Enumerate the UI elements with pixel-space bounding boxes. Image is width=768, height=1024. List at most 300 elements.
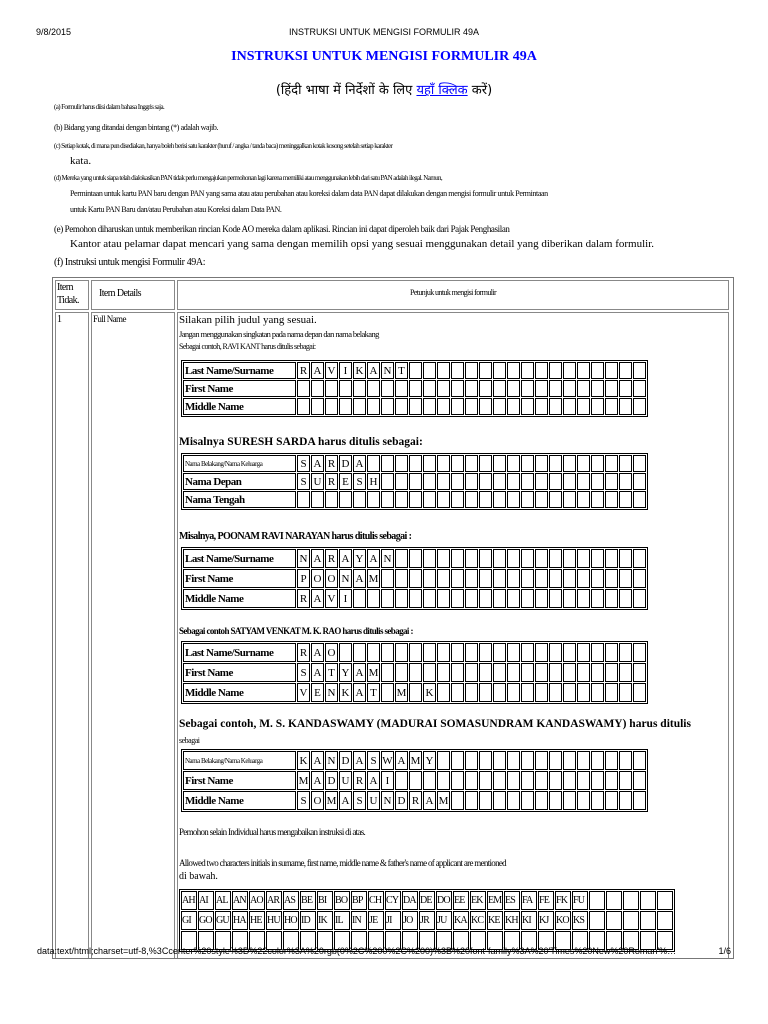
letter-box	[297, 380, 310, 397]
initials-cell: FA	[521, 891, 537, 910]
letter-box	[493, 663, 506, 682]
letter-box	[437, 473, 450, 490]
letter-box	[535, 380, 548, 397]
letter-box	[395, 549, 408, 568]
initials-cell	[640, 891, 656, 910]
letter-box: R	[297, 643, 310, 662]
grid-row	[183, 663, 646, 682]
letter-box	[507, 643, 520, 662]
letter-box	[437, 380, 450, 397]
letter-box	[381, 491, 394, 508]
letter-box: N	[339, 569, 352, 588]
letter-box	[479, 569, 492, 588]
letter-box	[563, 491, 576, 508]
letter-box	[591, 771, 604, 790]
letter-box	[493, 569, 506, 588]
letter-box	[493, 791, 506, 810]
letter-box: N	[381, 362, 394, 379]
letter-box: D	[325, 771, 338, 790]
initials-cell	[640, 911, 656, 930]
letter-box	[549, 791, 562, 810]
letter-box: S	[353, 473, 366, 490]
initials-cell: KH	[504, 911, 520, 930]
page-header	[36, 27, 732, 41]
initials-cell	[606, 911, 622, 930]
letter-box	[577, 549, 590, 568]
letter-box	[549, 549, 562, 568]
letter-box	[479, 380, 492, 397]
header-item-no: Item Tidak.	[57, 282, 79, 306]
letter-box	[465, 663, 478, 682]
note-non-individual: Pemohon selain Individual harus mengabaikan instruksi di atas.	[179, 827, 366, 837]
letter-box	[381, 569, 394, 588]
letter-box	[465, 589, 478, 608]
letter-box: A	[367, 549, 380, 568]
letter-box: S	[297, 473, 310, 490]
initials-cell: HE	[249, 911, 265, 930]
grid-row-label: First Name	[183, 569, 296, 588]
letter-box	[619, 751, 632, 770]
letter-box	[423, 455, 436, 472]
letter-box	[521, 771, 534, 790]
letter-box	[437, 589, 450, 608]
row-number: 1	[57, 314, 62, 325]
initials-cell: KS	[572, 911, 588, 930]
letter-box: A	[339, 791, 352, 810]
row-cell-item	[91, 312, 175, 959]
letter-box: A	[311, 455, 324, 472]
initials-cell: AH	[181, 891, 197, 910]
letter-box	[591, 455, 604, 472]
letter-box	[381, 473, 394, 490]
letter-box	[577, 569, 590, 588]
letter-box	[479, 751, 492, 770]
letter-box	[339, 643, 352, 662]
letter-box: V	[325, 362, 338, 379]
letter-box	[409, 491, 422, 508]
letter-box: A	[353, 683, 366, 702]
letter-box	[591, 663, 604, 682]
grid-row	[183, 683, 646, 702]
example-grid-satyam	[181, 641, 648, 704]
letter-box	[493, 398, 506, 415]
letter-box: A	[311, 771, 324, 790]
letter-box	[521, 380, 534, 397]
letter-box	[605, 398, 618, 415]
letter-box	[493, 549, 506, 568]
letter-box: A	[311, 362, 324, 379]
letter-box	[591, 549, 604, 568]
intro-line-3: Sebagai contoh, RAVI KANT harus ditulis sebagai:	[179, 342, 316, 351]
letter-box: R	[325, 455, 338, 472]
letter-box	[605, 791, 618, 810]
initials-cell: GI	[181, 911, 197, 930]
initials-cell: AS	[283, 891, 299, 910]
grid-row-label: Middle Name	[183, 589, 296, 608]
letter-box: M	[325, 791, 338, 810]
letter-box	[535, 455, 548, 472]
initials-cell: DA	[402, 891, 418, 910]
initials-cell: BP	[351, 891, 367, 910]
letter-box	[591, 473, 604, 490]
hindi-click-here-link[interactable]: यहाँ क्लिक	[416, 83, 468, 98]
letter-box	[577, 683, 590, 702]
letter-box	[367, 589, 380, 608]
letter-box	[395, 643, 408, 662]
initials-cell: IN	[351, 911, 367, 930]
letter-box	[549, 751, 562, 770]
letter-box	[409, 473, 422, 490]
letter-box	[619, 362, 632, 379]
letter-box	[437, 362, 450, 379]
letter-box: O	[311, 569, 324, 588]
letter-box	[633, 791, 646, 810]
grid-row	[183, 643, 646, 662]
letter-box	[325, 491, 338, 508]
letter-box	[381, 663, 394, 682]
letter-box	[605, 380, 618, 397]
letter-box	[395, 455, 408, 472]
letter-box: A	[423, 791, 436, 810]
letter-box	[451, 362, 464, 379]
letter-box	[353, 589, 366, 608]
letter-box	[521, 398, 534, 415]
grid-row-label: Last Name/Surname	[183, 362, 296, 379]
letter-box	[451, 751, 464, 770]
initials-row-2	[181, 911, 673, 930]
initials-cell: EM	[487, 891, 503, 910]
letter-box	[507, 455, 520, 472]
letter-box: H	[367, 473, 380, 490]
initials-cell	[589, 891, 605, 910]
letter-box	[605, 549, 618, 568]
letter-box: O	[325, 643, 338, 662]
letter-box	[437, 455, 450, 472]
letter-box	[395, 569, 408, 588]
letter-box	[521, 589, 534, 608]
letter-box	[549, 380, 562, 397]
letter-box	[535, 683, 548, 702]
initials-cell	[623, 911, 639, 930]
initials-cell: BE	[300, 891, 316, 910]
letter-box	[451, 473, 464, 490]
initials-cell: AL	[215, 891, 231, 910]
letter-box: V	[325, 589, 338, 608]
letter-box: A	[311, 589, 324, 608]
letter-box	[507, 771, 520, 790]
letter-box	[451, 569, 464, 588]
letter-box: P	[297, 569, 310, 588]
letter-box	[633, 473, 646, 490]
letter-box	[437, 398, 450, 415]
letter-box	[633, 398, 646, 415]
letter-box	[507, 398, 520, 415]
letter-box	[619, 398, 632, 415]
letter-box: E	[339, 473, 352, 490]
initials-cell	[606, 891, 622, 910]
grid-row	[183, 569, 646, 588]
letter-box	[353, 380, 366, 397]
instruction-d-cont1: Permintaan untuk kartu PAN baru dengan PAN yang sama atau atau perubahan atau koreksi dalam data PAN dapat dilakukan dengan mengisi formulir untuk Permintaan	[70, 189, 548, 198]
letter-box: S	[297, 663, 310, 682]
initials-cell: GO	[198, 911, 214, 930]
letter-box	[493, 491, 506, 508]
intro-line-2: Jangan menggunakan singkatan pada nama depan dan nama belakang	[179, 329, 379, 339]
letter-box	[493, 771, 506, 790]
letter-box	[451, 491, 464, 508]
letter-box	[423, 771, 436, 790]
letter-box	[297, 491, 310, 508]
letter-box: S	[367, 751, 380, 770]
letter-box	[605, 643, 618, 662]
letter-box	[549, 473, 562, 490]
letter-box	[451, 380, 464, 397]
initials-cell: AI	[198, 891, 214, 910]
letter-box	[535, 589, 548, 608]
letter-box	[367, 455, 380, 472]
letter-box: Y	[339, 663, 352, 682]
letter-box: W	[381, 751, 394, 770]
instruction-f: (f) Instruksi untuk mengisi Formulir 49A:	[54, 257, 206, 268]
letter-box	[535, 549, 548, 568]
letter-box	[395, 589, 408, 608]
letter-box	[619, 549, 632, 568]
grid-row-label: Nama Belakang/Nama Keluarga	[183, 455, 296, 472]
letter-box	[409, 683, 422, 702]
grid-row-label: Nama Belakang/Nama Keluarga	[183, 751, 296, 770]
letter-box	[521, 663, 534, 682]
letter-box	[465, 643, 478, 662]
letter-box: D	[339, 751, 352, 770]
letter-box: A	[353, 663, 366, 682]
initials-cell: FU	[572, 891, 588, 910]
letter-box: A	[353, 751, 366, 770]
initials-cell: IK	[317, 911, 333, 930]
allowed-initials-table	[179, 889, 675, 952]
letter-box	[535, 491, 548, 508]
letter-box	[409, 771, 422, 790]
initials-cell: JI	[385, 911, 401, 930]
letter-box	[465, 455, 478, 472]
letter-box	[409, 380, 422, 397]
example-5-title: Sebagai contoh, M. S. KANDASWAMY (MADURAI SOMASUNDRAM KANDASWAMY) harus ditulis	[179, 718, 691, 730]
letter-box: U	[311, 473, 324, 490]
letter-box: A	[339, 549, 352, 568]
instruction-e-cont: Kantor atau pelamar dapat mencari yang sama dengan memilih opsi yang sesuai menggunakan detail yang diberikan dalam formulir.	[70, 238, 655, 250]
letter-box	[395, 771, 408, 790]
initials-cell: AN	[232, 891, 248, 910]
letter-box	[549, 398, 562, 415]
letter-box	[367, 398, 380, 415]
letter-box	[507, 549, 520, 568]
letter-box	[563, 380, 576, 397]
letter-box	[367, 643, 380, 662]
letter-box	[395, 663, 408, 682]
letter-box	[563, 643, 576, 662]
letter-box: A	[395, 751, 408, 770]
letter-box	[507, 589, 520, 608]
letter-box	[535, 398, 548, 415]
letter-box	[311, 491, 324, 508]
letter-box	[479, 398, 492, 415]
letter-box	[381, 643, 394, 662]
letter-box	[577, 491, 590, 508]
letter-box: R	[297, 362, 310, 379]
print-date: 9/8/2015	[36, 27, 72, 37]
letter-box	[577, 362, 590, 379]
grid-row-label: First Name	[183, 380, 296, 397]
letter-box	[451, 455, 464, 472]
grid-row	[183, 771, 646, 790]
initials-cell: JE	[368, 911, 384, 930]
letter-box	[633, 771, 646, 790]
initials-cell: DE	[419, 891, 435, 910]
letter-box: N	[325, 683, 338, 702]
letter-box	[605, 491, 618, 508]
letter-box	[633, 569, 646, 588]
letter-box	[437, 491, 450, 508]
letter-box	[339, 380, 352, 397]
initials-cell: FK	[555, 891, 571, 910]
grid-row-label: Last Name/Surname	[183, 549, 296, 568]
letter-box: M	[409, 751, 422, 770]
letter-box	[479, 455, 492, 472]
letter-box	[479, 362, 492, 379]
instruction-d: (d) Mereka yang untuk siapa telah dialokasikan PAN tidak perlu mengajukan permohonan lagi karena memiliki atau menggunakan lebih dari satu PAN adalah ilegal. Namun,	[54, 174, 443, 182]
letter-box: K	[339, 683, 352, 702]
letter-box	[521, 569, 534, 588]
letter-box	[563, 549, 576, 568]
letter-box: M	[367, 569, 380, 588]
letter-box	[521, 549, 534, 568]
letter-box	[507, 362, 520, 379]
initials-cell: JU	[436, 911, 452, 930]
letter-box	[633, 549, 646, 568]
note-allowed-initials: Allowed two characters initials in surname, first name, middle name & father's name of applicant are mentioned	[179, 858, 506, 868]
initials-row-1	[181, 891, 673, 910]
letter-box	[465, 791, 478, 810]
letter-box: T	[367, 683, 380, 702]
letter-box	[521, 791, 534, 810]
letter-box	[423, 398, 436, 415]
letter-box	[451, 643, 464, 662]
letter-box	[437, 751, 450, 770]
letter-box	[605, 473, 618, 490]
grid-row-label: First Name	[183, 771, 296, 790]
letter-box	[423, 643, 436, 662]
letter-box	[409, 663, 422, 682]
hindi-text-after: करें)	[467, 83, 493, 98]
letter-box	[409, 643, 422, 662]
letter-box	[465, 491, 478, 508]
letter-box	[479, 683, 492, 702]
initials-cell: DO	[436, 891, 452, 910]
letter-box: O	[311, 791, 324, 810]
letter-box: D	[339, 455, 352, 472]
letter-box	[535, 362, 548, 379]
letter-box	[563, 569, 576, 588]
letter-box	[381, 380, 394, 397]
hindi-instructions-line	[0, 80, 768, 98]
letter-box	[465, 549, 478, 568]
letter-box	[409, 398, 422, 415]
letter-box	[521, 491, 534, 508]
instruction-d-cont2: untuk Kartu PAN Baru dan/atau Perubahan atau Koreksi dalam Data PAN.	[70, 205, 282, 214]
grid-row	[183, 473, 646, 490]
letter-box	[451, 771, 464, 790]
letter-box	[591, 643, 604, 662]
initials-cell	[657, 891, 673, 910]
letter-box	[381, 683, 394, 702]
letter-box	[395, 398, 408, 415]
letter-box: S	[353, 791, 366, 810]
letter-box	[619, 683, 632, 702]
letter-box: U	[339, 771, 352, 790]
letter-box	[493, 683, 506, 702]
letter-box	[493, 589, 506, 608]
letter-box	[409, 362, 422, 379]
letter-box	[423, 491, 436, 508]
letter-box: S	[297, 455, 310, 472]
letter-box	[535, 473, 548, 490]
letter-box	[423, 663, 436, 682]
initials-cell: FE	[538, 891, 554, 910]
letter-box	[297, 398, 310, 415]
letter-box	[493, 362, 506, 379]
letter-box: K	[353, 362, 366, 379]
letter-box	[437, 643, 450, 662]
grid-row	[183, 589, 646, 608]
letter-box: T	[395, 362, 408, 379]
letter-box	[535, 569, 548, 588]
letter-box	[437, 569, 450, 588]
letter-box	[465, 398, 478, 415]
grid-row	[183, 380, 646, 397]
letter-box: A	[311, 643, 324, 662]
letter-box	[353, 643, 366, 662]
letter-box	[563, 771, 576, 790]
letter-box	[633, 751, 646, 770]
initials-cell: KI	[521, 911, 537, 930]
letter-box	[605, 751, 618, 770]
letter-box: S	[297, 791, 310, 810]
letter-box	[619, 643, 632, 662]
letter-box	[591, 683, 604, 702]
print-title: INSTRUKSI UNTUK MENGISI FORMULIR 49A	[288, 27, 480, 37]
letter-box	[479, 643, 492, 662]
letter-box: M	[297, 771, 310, 790]
letter-box	[395, 380, 408, 397]
letter-box: U	[367, 791, 380, 810]
initials-cell: ES	[504, 891, 520, 910]
letter-box: I	[381, 771, 394, 790]
letter-box	[507, 569, 520, 588]
grid-row	[183, 549, 646, 568]
letter-box	[465, 473, 478, 490]
letter-box	[479, 771, 492, 790]
header-instructions: Petunjuk untuk mengisi formulir	[409, 288, 497, 297]
letter-box	[339, 491, 352, 508]
letter-box	[563, 663, 576, 682]
letter-box	[591, 362, 604, 379]
letter-box	[605, 362, 618, 379]
initials-cell: AO	[249, 891, 265, 910]
letter-box	[549, 589, 562, 608]
instructions-table	[52, 277, 734, 959]
letter-box	[619, 380, 632, 397]
letter-box	[423, 569, 436, 588]
grid-row	[183, 791, 646, 810]
